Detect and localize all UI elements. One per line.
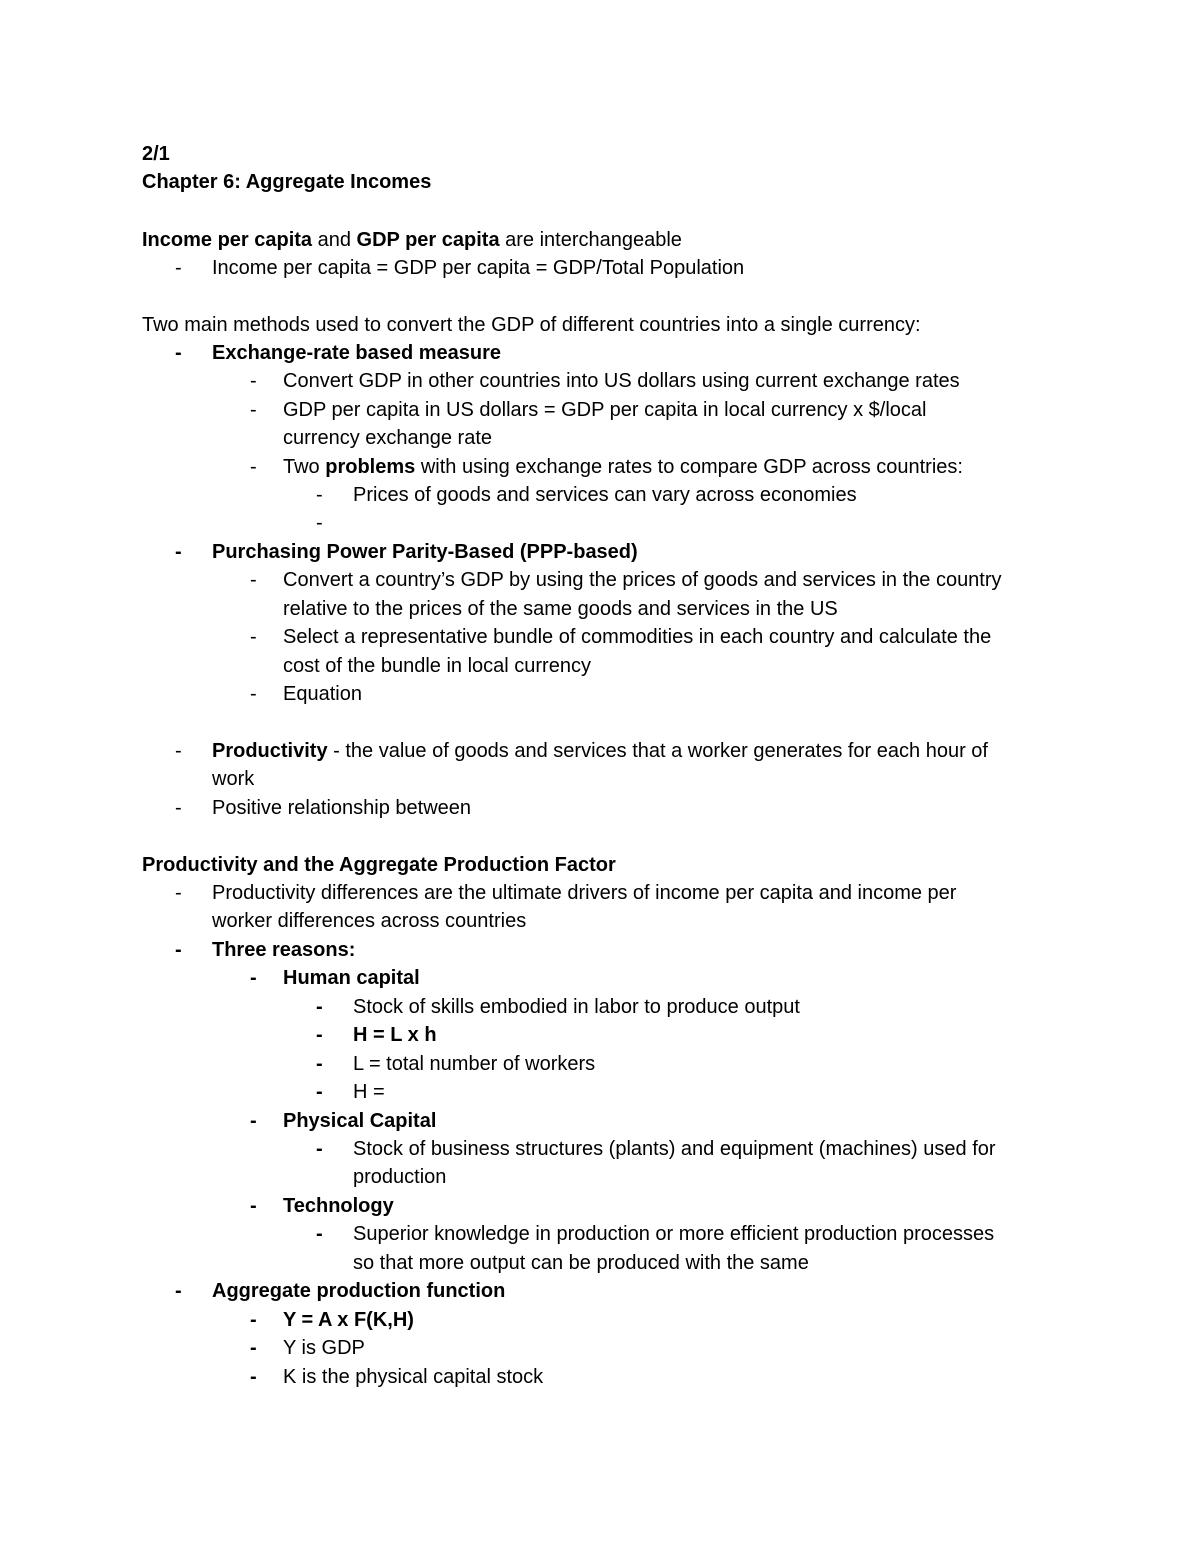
bullet-dash: - <box>250 399 257 421</box>
bullet-dash: - <box>250 1337 257 1359</box>
human-capital-s1: Stock of skills embodied in labor to produce output <box>353 996 800 1018</box>
physical-capital-s1-line-2: production <box>353 1166 447 1188</box>
bullet-dash: - <box>175 882 182 904</box>
ppp-item-1-line-2: relative to the prices of the same goods and services in the US <box>283 598 838 620</box>
bullet-dash: - <box>250 967 257 989</box>
problems-term: problems <box>325 456 416 478</box>
problem-1: Prices of goods and services can vary across economies <box>353 484 857 506</box>
bullet-dash: - <box>175 257 182 279</box>
productivity-def-line-1 <box>212 740 988 763</box>
problems-post: with using exchange rates to compare GDP across countries: <box>415 456 963 478</box>
section2-item-1-line-1: Productivity differences are the ultimate drivers of income per capita and income per <box>212 882 957 904</box>
bullet-dash: - <box>250 1195 257 1217</box>
ppp-heading: Purchasing Power Parity-Based (PPP-based) <box>212 541 638 563</box>
ppp-item-2-line-1: Select a representative bundle of commodities in each country and calculate the <box>283 626 992 648</box>
methods-lead: Two main methods used to convert the GDP of different countries into a single currency: <box>142 314 921 336</box>
exchange-item-2-line-1: GDP per capita in US dollars = GDP per capita in local currency x $/local <box>283 399 927 421</box>
bullet-dash: - <box>316 1024 323 1046</box>
apf-s2: Y is GDP <box>283 1337 365 1359</box>
apf-formula: Y = A x F(K,H) <box>283 1309 414 1331</box>
exchange-heading: Exchange-rate based measure <box>212 342 502 364</box>
bullet-dash: - <box>250 569 257 591</box>
bullet-dash: - <box>175 939 182 961</box>
problems-pre: Two <box>283 456 326 478</box>
human-capital-s4: H = <box>353 1081 385 1103</box>
bullet-dash: - <box>250 456 257 478</box>
bullet-dash: - <box>175 541 182 563</box>
three-reasons: Three reasons: <box>212 939 356 961</box>
physical-capital-s1-line-1: Stock of business structures (plants) and equipment (machines) used for <box>353 1138 996 1160</box>
bullet-dash: - <box>316 484 323 506</box>
bullet-dash: - <box>316 512 323 534</box>
apf-s3: K is the physical capital stock <box>283 1366 544 1388</box>
apf-heading: Aggregate production function <box>212 1280 506 1302</box>
bullet-dash: - <box>250 1366 257 1388</box>
bullet-dash: - <box>250 1309 257 1331</box>
human-capital-s3: L = total number of workers <box>353 1053 596 1075</box>
technology-s1-line-1: Superior knowledge in production or more efficient production processes <box>353 1223 995 1245</box>
bullet-dash: - <box>175 740 182 762</box>
technology-heading: Technology <box>283 1195 394 1217</box>
ppp-item-2-line-2: cost of the bundle in local currency <box>283 655 591 677</box>
bullet-dash: - <box>175 342 182 364</box>
chapter-title: Chapter 6: Aggregate Incomes <box>142 171 432 193</box>
bullet-dash: - <box>316 1223 323 1245</box>
ppp-item-1-line-1: Convert a country’s GDP by using the prices of goods and services in the country <box>283 569 1002 591</box>
bullet-dash: - <box>316 1053 323 1075</box>
intro-and: and <box>312 229 357 251</box>
ppp-item-3: Equation <box>283 683 362 705</box>
bullet-dash: - <box>175 1280 182 1302</box>
intro-line <box>142 229 682 252</box>
term-income-per-capita: Income per capita <box>142 229 313 251</box>
bullet-dash: - <box>316 1138 323 1160</box>
bullet-dash: - <box>316 996 323 1018</box>
bullet-dash: - <box>250 626 257 648</box>
bullet-dash: - <box>250 370 257 392</box>
exchange-item-3 <box>283 456 963 479</box>
intro-bullet: Income per capita = GDP per capita = GDP/Total Population <box>212 257 745 279</box>
bullet-dash: - <box>175 797 182 819</box>
bullet-dash: - <box>250 683 257 705</box>
bullet-dash: - <box>316 1081 323 1103</box>
productivity-def: - the value of goods and services that a worker generates for each hour of <box>327 740 988 762</box>
bullet-dash: - <box>250 1110 257 1132</box>
term-gdp-per-capita: GDP per capita <box>356 229 500 251</box>
section-heading: Productivity and the Aggregate Production Factor <box>142 854 616 876</box>
productivity-term: Productivity <box>212 740 328 762</box>
human-capital-formula: H = L x h <box>353 1024 437 1046</box>
technology-s1-line-2: so that more output can be produced with the same <box>353 1252 809 1274</box>
exchange-item-2-line-2: currency exchange rate <box>283 427 493 449</box>
productivity-def-line-2: work <box>212 768 255 790</box>
productivity-item-2: Positive relationship between <box>212 797 472 819</box>
intro-rest: are interchangeable <box>499 229 682 251</box>
date-heading: 2/1 <box>142 143 170 165</box>
physical-capital-heading: Physical Capital <box>283 1110 437 1132</box>
section2-item-1-line-2: worker differences across countries <box>212 910 527 932</box>
exchange-item-1: Convert GDP in other countries into US dollars using current exchange rates <box>283 370 960 392</box>
human-capital-heading: Human capital <box>283 967 420 989</box>
